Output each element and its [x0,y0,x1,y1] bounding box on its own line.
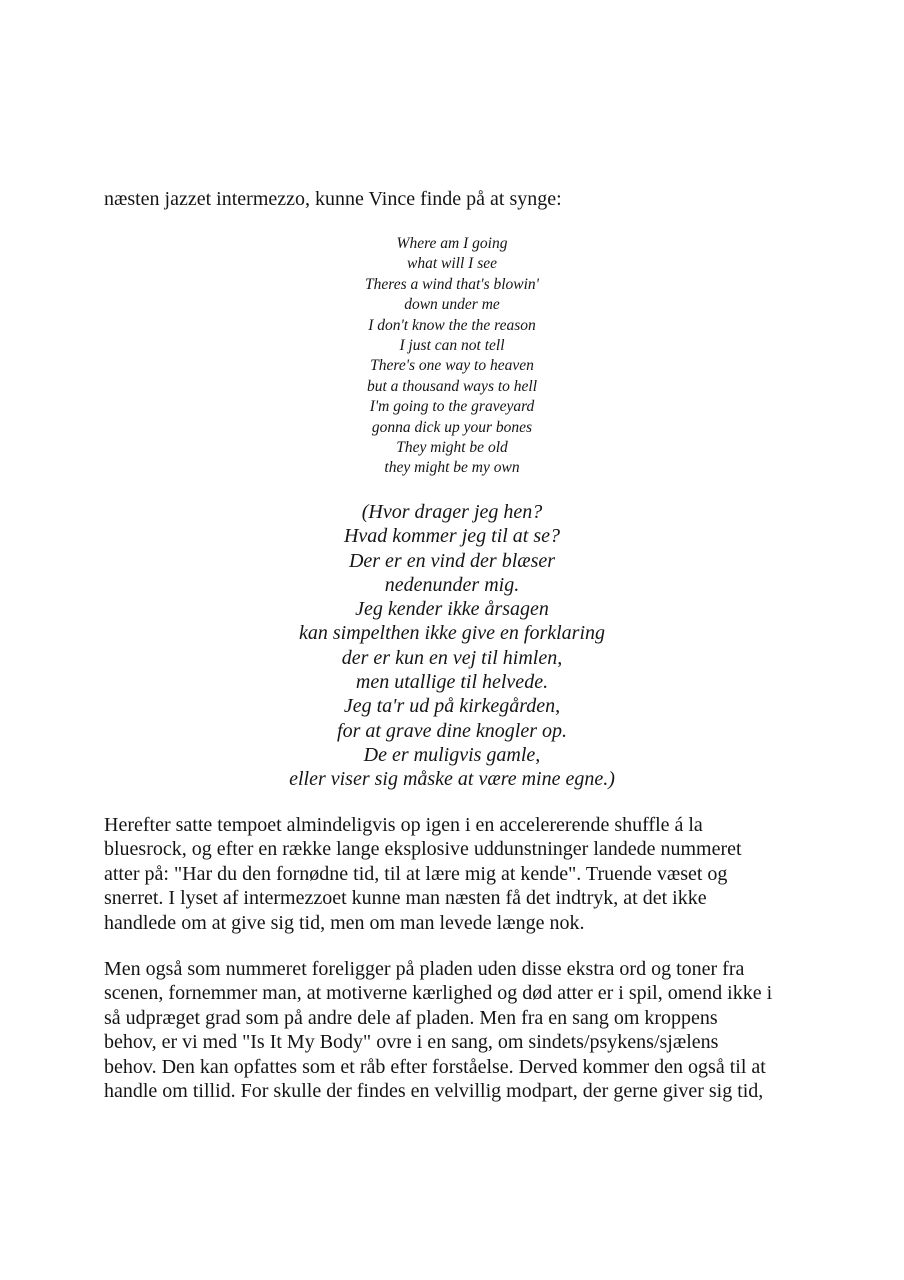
lyric-line: (Hvor drager jeg hen? [361,501,543,523]
lyric-line: kan simpelthen ikke give en forklaring [298,622,605,645]
lyric-line: gonna dick up your bones [371,418,533,436]
paragraph-line: scenen, fornemmer man, at motiverne kærlighed og død atter er i spil, omend ikke i [104,982,773,1005]
lyric-line: Theres a wind that's blowin' [365,275,539,293]
lyric-line: There's one way to heaven [370,357,534,375]
paragraph-line: atter på: "Har du den fornødne tid, til at lære mig at kende". Truende væset og [104,862,728,885]
lyric-line: They might be old [396,439,508,457]
lyric-line: Jeg ta'r ud på kirkegården, [343,695,561,718]
lyric-line: down under me [404,296,500,314]
lyric-line: eller viser sig måske at være mine egne.) [289,768,615,791]
lyric-line: I'm going to the graveyard [369,398,535,416]
lyric-line: Hvad kommer jeg til at se? [343,525,561,548]
lyric-line: I don't know the the reason [368,316,536,334]
paragraph-line: bluesrock, og efter en række lange eksplosive uddunstninger landede nummeret [104,838,742,861]
lyric-line: Jeg kender ikke årsagen [355,598,549,621]
lyrics-danish [172,500,732,792]
paragraph-2 [104,957,824,1103]
paragraph-line: Men også som nummeret foreligger på pladen uden disse ekstra ord og toner fra [104,958,745,980]
paragraph-line: snerret. I lyset af intermezzoet kunne man næsten få det indtryk, at det ikke [104,887,707,910]
lyric-line: what will I see [407,255,497,273]
lyrics-english [202,234,702,479]
paragraph-line: handle om tillid. For skulle der findes en velvillig modpart, der gerne giver sig tid, [104,1080,764,1103]
intro-line: næsten jazzet intermezzo, kunne Vince finde på at synge: [104,188,562,210]
lyric-line: De er muligvis gamle, [363,743,541,766]
paragraph-line: handlede om at give sig tid, men om man levede længe nok. [104,911,585,934]
lyric-line: Where am I going [396,235,508,252]
paragraph-line: Herefter satte tempoet almindeligvis op igen i en accelererende shuffle á la [104,814,703,836]
lyric-line: but a thousand ways to hell [366,377,538,395]
lyric-line: der er kun en vej til himlen, [341,646,563,669]
paragraph-line: behov, er vi med "Is It My Body" ovre i en sang, om sindets/psykens/sjælens [104,1031,719,1054]
lyric-line: they might be my own [384,459,520,477]
paragraph-1 [104,813,824,935]
lyric-line: for at grave dine knogler op. [337,719,567,742]
paragraph-line: behov. Den kan opfattes som et råb efter forståelse. Derved kommer den også til at [104,1055,766,1078]
paragraph-line: så udpræget grad som på andre dele af pladen. Men fra en sang om kroppens [104,1006,718,1029]
lyric-line: men utallige til helvede. [355,671,549,694]
lyric-line: Der er en vind der blæser [348,549,556,572]
lyric-line: nedenunder mig. [384,573,520,596]
lyric-line: I just can not tell [399,337,505,355]
